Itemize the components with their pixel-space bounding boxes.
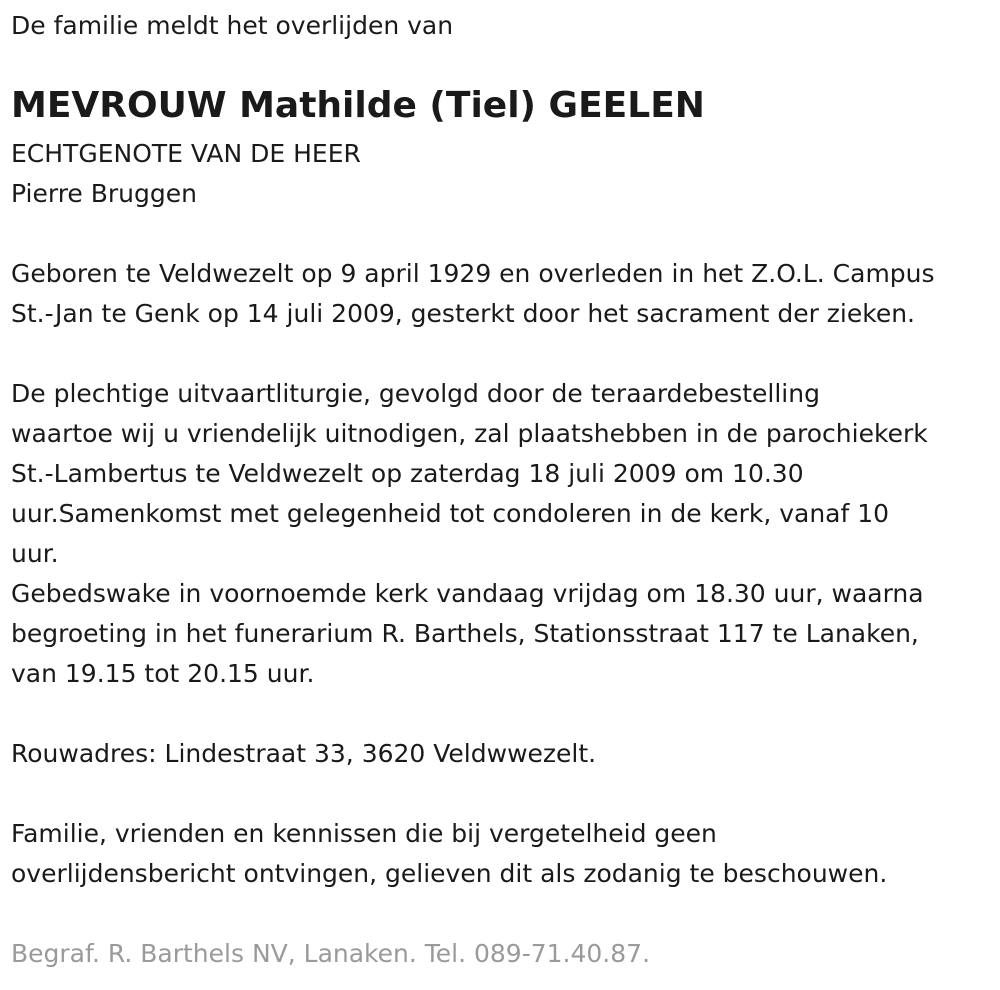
funeral-home-footer: Begraf. R. Barthels NV, Lanaken. Tel. 089-71.40.87. — [11, 939, 651, 968]
paragraph-line: waartoe wij u vriendelijk uitnodigen, zal plaatshebben in de parochiekerk — [11, 419, 928, 448]
mourning-address: Rouwadres: Lindestraat 33, 3620 Veldwwezelt. — [11, 739, 597, 768]
paragraph-line: Familie, vrienden en kennissen die bij vergetelheid geen — [11, 819, 717, 848]
paragraph-line: overlijdensbericht ontvingen, gelieven dit als zodanig te beschouwen. — [11, 859, 888, 888]
paragraph-line: van 19.15 tot 20.15 uur. — [11, 659, 315, 688]
paragraph-line: begroeting in het funerarium R. Barthels, Stationsstraat 117 te Lanaken, — [11, 619, 919, 648]
birth-death-paragraph — [11, 254, 935, 334]
intro-text: De familie meldt het overlijden van — [11, 11, 454, 40]
address-paragraph — [11, 734, 596, 774]
family-note-paragraph — [11, 814, 887, 894]
paragraph-line: St.-Lambertus te Veldwezelt op zaterdag 18 juli 2009 om 10.30 — [11, 459, 804, 488]
paragraph-line: De plechtige uitvaartliturgie, gevolgd door de teraardebestelling — [11, 379, 820, 408]
deceased-name: MEVROUW Mathilde (Tiel) GEELEN — [11, 85, 705, 126]
paragraph-line: Geboren te Veldwezelt op 9 april 1929 en overleden in het Z.O.L. Campus — [11, 259, 935, 288]
spouse-name: Pierre Bruggen — [11, 179, 197, 208]
paragraph-line: uur.Samenkomst met gelegenheid tot condoleren in de kerk, vanaf 10 — [11, 499, 890, 528]
paragraph-line: Gebedswake in voornoemde kerk vandaag vrijdag om 18.30 uur, waarna — [11, 579, 924, 608]
paragraph-line: uur. — [11, 539, 59, 568]
paragraph-line: St.-Jan te Genk op 14 juli 2009, gesterkt door het sacrament der zieken. — [11, 299, 916, 328]
spouse-relation: ECHTGENOTE VAN DE HEER — [11, 139, 361, 168]
spouse-block — [11, 134, 361, 214]
funeral-paragraph — [11, 374, 928, 694]
